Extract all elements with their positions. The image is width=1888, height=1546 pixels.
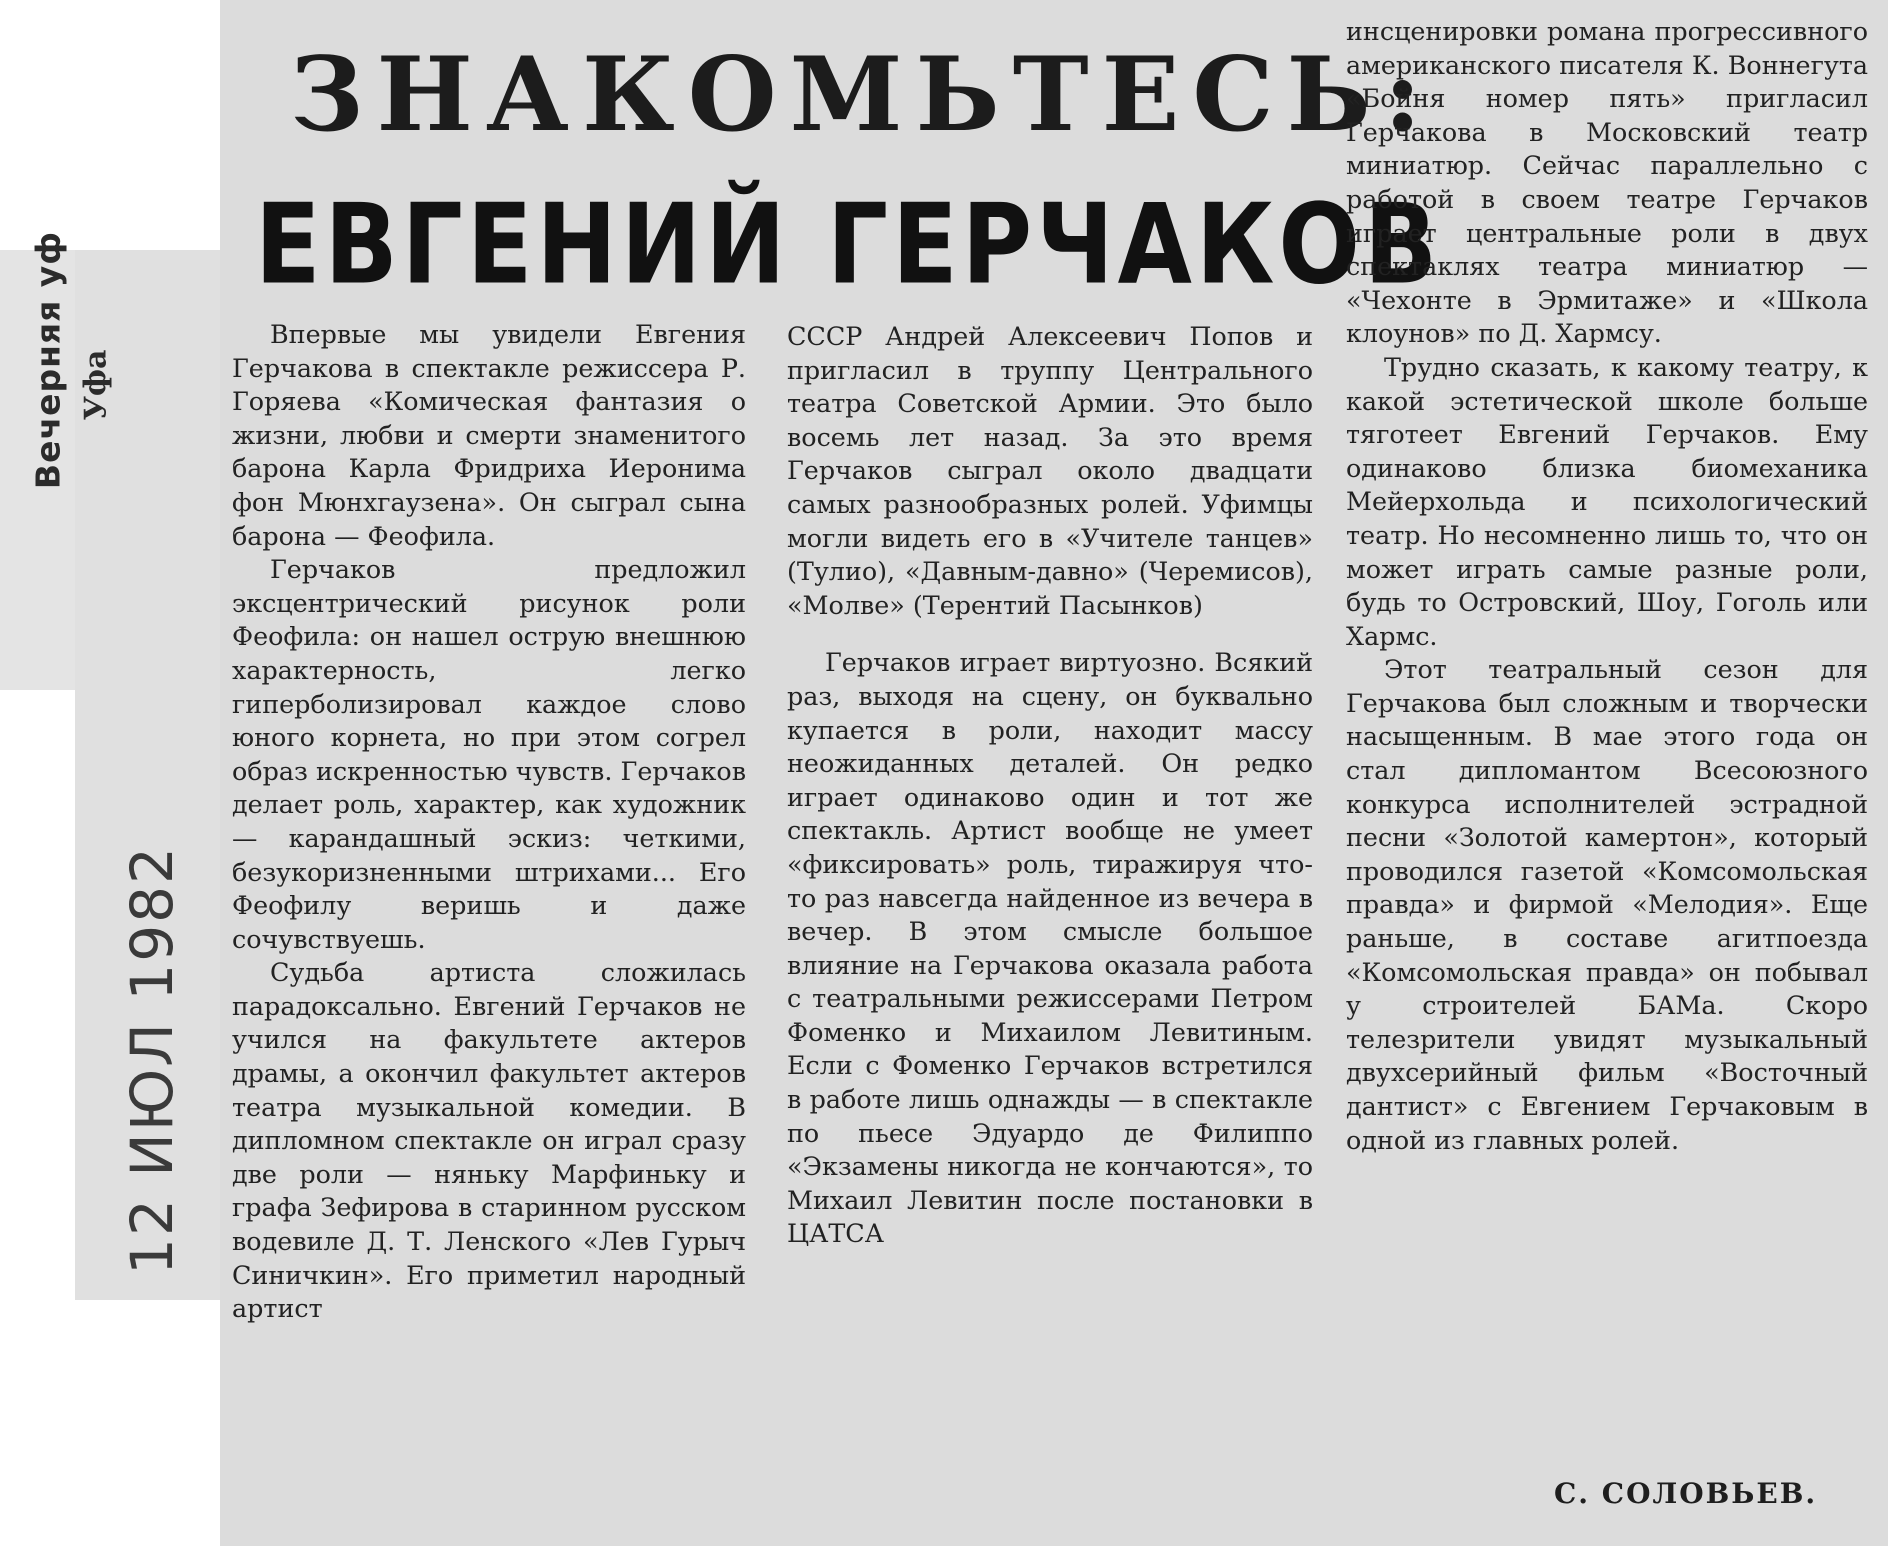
headline-line-1: ЗНАКОМЬТЕСЬ: <box>290 35 1435 155</box>
paragraph-continued: инсценировки романа прогрессивного американского писателя К. Воннегута «Бойня номер пять» пригласил Герчакова в Московский театр миниатюр. Сейчас параллельно с работой в своем театре Герчаков играет центральные роли в двух спектаклях театра миниатюр — «Чехонте в Эрмитаже» и «Школа клоунов» по Д. Хармсу. <box>1346 16 1868 349</box>
masthead-title: Вечерняя уф <box>28 230 68 490</box>
article-column-3 <box>1346 15 1868 1157</box>
paragraph-continued: СССР Андрей Алексеевич Попов и пригласил в труппу Центрального театра Советской Армии. Это было восемь лет назад. За это время Герчаков сыграл около двадцати самых разнообразных ролей. Уфимцы могли видеть его в «Учителе танцев» (Тулио), «Давным-давно» (Черемисов), «Молве» (Терентий Пасынков) <box>787 321 1313 620</box>
paragraph: Этот театральный сезон для Герчакова был сложным и творчески насыщенным. В мае этого года он стал дипломантом Всесоюзного конкурса исполнителей эстрадной песни «Золотой камертон», который проводился газетой «Комсомольская правда» и фирмой «Мелодия». Еще раньше, в составе агитпоезда «Комсомольская правда» он побывал у строителей БАМа. Скоро телезрители увидят музыкальный двухсерийный фильм «Восточный дантист» с Евгением Герчаковым в одной из главных ролей. <box>1346 654 1868 1155</box>
author-signature: С. СОЛОВЬЕВ. <box>1554 1477 1818 1510</box>
article-column-1 <box>232 318 746 1326</box>
article-column-2 <box>787 320 1313 1251</box>
paragraph: Герчаков предложил эксцентрический рисунок роли Феофила: он нашел острую внешнюю характерность, легко гиперболизировал каждое слово юного корнета, но при этом согрел образ искренностью чувств. Герчаков делает роль, характер, как художник — карандашный эскиз: четкими, безукоризненными штрихами... Его Феофилу веришь и даже сочувствуешь. <box>232 554 746 954</box>
paragraph: Герчаков играет виртуозно. Всякий раз, выходя на сцену, он буквально купается в роли, находит массу неожиданных деталей. Он редко играет одинаково один и тот же спектакль. Артист вообще не умеет «фиксировать» роль, тиражируя что-то раз навсегда найденное из вечера в вечер. В этом смысле большое влияние на Герчакова оказала работа с театральными режиссерами Петром Фоменко и Михаилом Левитиным. Если с Фоменко Герчаков встретился в работе лишь однажды — в спектакле по пьесе Эдуардо де Филиппо «Экзамены никогда не кончаются», то Михаил Левитин после постановки в ЦАТСА <box>787 647 1313 1249</box>
paragraph: Впервые мы увидели Евгения Герчакова в спектакле режиссера Р. Горяева «Комическая фантазия о жизни, любви и смерти знаменитого барона Карла Фридриха Иеронима фон Мюнхгаузена». Он сыграл сына барона — Феофила. <box>232 319 746 551</box>
date-stamp: 12 ИЮЛ 1982 <box>118 845 186 1275</box>
paragraph: Трудно сказать, к какому театру, к какой эстетической школе больше тяготеет Евгений Герчаков. Ему одинаково близка биомеханика Мейерхольда и психологический театр. Но несомненно лишь то, что он может играть самые разные роли, будь то Островский, Шоу, Гоголь или Хармс. <box>1346 351 1868 651</box>
paragraph: Судьба артиста сложилась парадоксально. Евгений Герчаков не учился на факультете актеров драмы, а окончил факультет актеров театра музыкальной комедии. В дипломном спектакле он играл сразу две роли — няньку Марфиньку и графа Зефирова в старинном русском водевиле Д. Т. Ленского «Лев Гурыч Синичкин». Его приметил народный артист <box>232 957 746 1324</box>
headline-line-2: ЕВГЕНИЙ ГЕРЧАКОВ <box>255 180 1442 309</box>
masthead-city: Уфа <box>78 349 114 421</box>
